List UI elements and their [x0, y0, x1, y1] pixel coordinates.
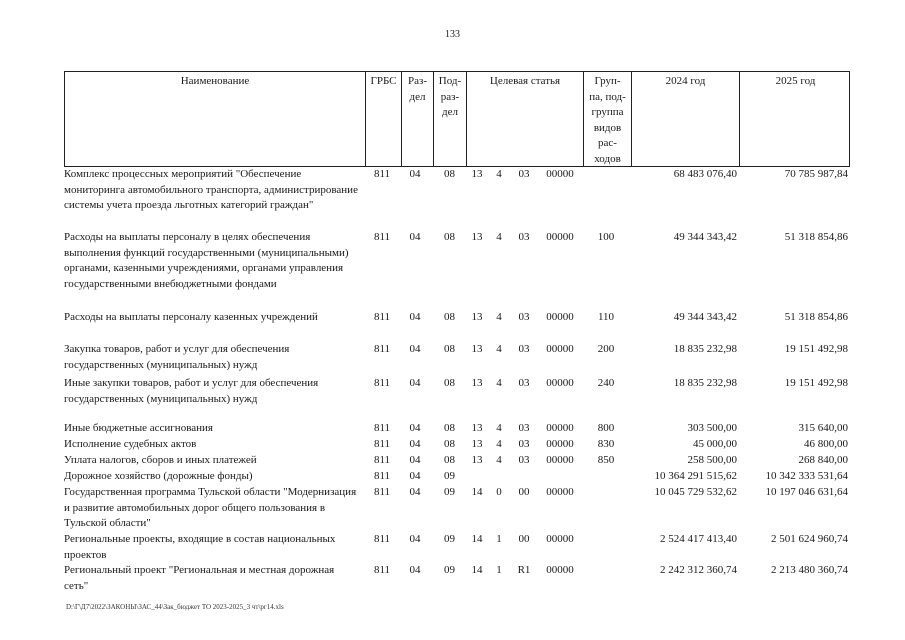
- row-grbs: 811: [373, 564, 391, 576]
- row-target-program: 13: [471, 343, 483, 355]
- table-header: [64, 71, 850, 167]
- row-grbs: 811: [373, 533, 391, 545]
- table-row: [64, 230, 850, 310]
- row-target-program: 13: [471, 231, 483, 243]
- row-amount-2025: 2 213 480 360,74: [771, 564, 848, 576]
- row-podrazdel: 08: [444, 422, 455, 434]
- row-amount-2024: 2 524 417 413,40: [660, 533, 737, 545]
- row-razdel: 04: [409, 438, 421, 450]
- table-row: [64, 437, 850, 453]
- row-amount-2025: 268 840,00: [798, 454, 848, 466]
- table-row: [64, 469, 850, 485]
- row-amount-2024: 68 483 076,40: [673, 168, 737, 180]
- row-expense-group: 800: [597, 422, 615, 434]
- row-grbs: 811: [373, 422, 391, 434]
- row-razdel: 04: [409, 470, 421, 482]
- row-podrazdel: 09: [444, 486, 455, 498]
- row-expense-group: 850: [597, 454, 615, 466]
- row-target-type: 4: [496, 438, 502, 450]
- row-podrazdel: 09: [444, 470, 455, 482]
- row-name: Региональные проекты, входящие в состав национальных проектов: [64, 533, 336, 561]
- row-target-direction: 00000: [546, 343, 574, 355]
- row-razdel: 04: [409, 533, 421, 545]
- row-razdel: 04: [409, 168, 421, 180]
- row-target-type: 4: [496, 168, 502, 180]
- table-row: [64, 532, 850, 563]
- row-amount-2024: 258 500,00: [687, 454, 737, 466]
- table-row: [64, 342, 850, 376]
- row-name: Исполнение судебных актов: [64, 438, 197, 450]
- row-amount-2025: 19 151 492,98: [784, 377, 848, 389]
- row-amount-2025: 51 318 854,86: [784, 231, 848, 243]
- row-podrazdel: 08: [444, 454, 455, 466]
- row-razdel: 04: [409, 422, 421, 434]
- header-year-2024: 2024 год: [631, 72, 739, 166]
- row-name: Расходы на выплаты персоналу в целях обеспечения выполнения функций государственными (муниципальными) органами, казенными учреждениями, органами управления государственными внебюджетными фондами: [64, 231, 349, 290]
- row-grbs: 811: [373, 168, 391, 180]
- row-target-program: 13: [471, 422, 483, 434]
- row-target-type: 0: [496, 486, 502, 498]
- row-name: Дорожное хозяйство (дорожные фонды): [64, 470, 253, 482]
- row-podrazdel: 08: [444, 311, 455, 323]
- row-target-structure: 00: [518, 533, 530, 545]
- row-podrazdel: 09: [444, 533, 455, 545]
- row-target-program: 13: [471, 377, 483, 389]
- row-target-direction: 00000: [546, 377, 574, 389]
- row-target-direction: 00000: [546, 438, 574, 450]
- header-grbs: ГРБС: [365, 72, 401, 166]
- header-razdel: Раз- дел: [401, 72, 433, 166]
- row-name: Государственная программа Тульской области "Модернизация и развитие автомобильных дорог общего пользования в Тульской области": [64, 486, 357, 529]
- row-grbs: 811: [373, 486, 391, 498]
- row-expense-group: 100: [597, 231, 615, 243]
- row-expense-group: 110: [597, 311, 615, 323]
- row-target-program: 13: [471, 168, 483, 180]
- row-target-program: 13: [471, 438, 483, 450]
- row-target-structure: 03: [518, 311, 530, 323]
- row-razdel: 04: [409, 377, 421, 389]
- row-amount-2024: 18 835 232,98: [673, 377, 737, 389]
- table-row: [64, 453, 850, 469]
- row-target-structure: 03: [518, 377, 530, 389]
- row-target-direction: 00000: [546, 533, 574, 545]
- row-amount-2025: 10 197 046 631,64: [765, 486, 848, 498]
- row-podrazdel: 08: [444, 438, 455, 450]
- row-razdel: 04: [409, 311, 421, 323]
- row-target-structure: 03: [518, 168, 530, 180]
- row-target-type: 4: [496, 343, 502, 355]
- row-amount-2025: 70 785 987,84: [784, 168, 848, 180]
- row-target-type: 4: [496, 454, 502, 466]
- row-grbs: 811: [373, 377, 391, 389]
- row-target-direction: 00000: [546, 486, 574, 498]
- row-target-type: 4: [496, 231, 502, 243]
- budget-table: [64, 71, 850, 591]
- row-target-direction: 00000: [546, 168, 574, 180]
- header-target-article: Целевая статья: [466, 72, 583, 166]
- row-amount-2025: 19 151 492,98: [784, 343, 848, 355]
- row-amount-2025: 51 318 854,86: [784, 311, 848, 323]
- row-grbs: 811: [373, 438, 391, 450]
- row-target-type: 4: [496, 311, 502, 323]
- row-grbs: 811: [373, 343, 391, 355]
- row-amount-2025: 315 640,00: [798, 422, 848, 434]
- row-target-program: 13: [471, 454, 483, 466]
- row-target-direction: 00000: [546, 422, 574, 434]
- row-amount-2024: 49 344 343,42: [673, 311, 737, 323]
- row-target-structure: 03: [518, 231, 530, 243]
- header-year-2025: 2025 год: [739, 72, 851, 166]
- row-target-program: 14: [471, 486, 483, 498]
- row-razdel: 04: [409, 454, 421, 466]
- row-target-program: 13: [471, 311, 483, 323]
- row-amount-2024: 45 000,00: [693, 438, 737, 450]
- row-target-program: 14: [471, 564, 483, 576]
- row-target-structure: R1: [517, 564, 531, 576]
- row-target-type: 4: [496, 422, 502, 434]
- row-podrazdel: 08: [444, 343, 455, 355]
- row-amount-2024: 303 500,00: [687, 422, 737, 434]
- row-name: Комплекс процессных мероприятий "Обеспечение мониторинга автомобильного транспорта, администрирование системы учета проезда льготных категорий граждан": [64, 168, 358, 211]
- row-podrazdel: 08: [444, 231, 455, 243]
- row-target-type: 4: [496, 377, 502, 389]
- row-target-type: 1: [496, 533, 502, 545]
- row-expense-group: 830: [597, 438, 615, 450]
- row-podrazdel: 08: [444, 377, 455, 389]
- page-number: 133: [445, 29, 460, 40]
- row-target-type: 1: [496, 564, 502, 576]
- header-name: Наименование: [180, 75, 250, 87]
- table-row: [64, 421, 850, 437]
- row-razdel: 04: [409, 486, 421, 498]
- row-name: Региональный проект "Региональная и местная дорожная сеть": [64, 564, 335, 592]
- row-amount-2024: 49 344 343,42: [673, 231, 737, 243]
- table-body: [64, 167, 850, 591]
- header-expense-group: Груп- па, под- группа видов рас- ходов: [583, 72, 631, 166]
- row-grbs: 811: [373, 311, 391, 323]
- row-expense-group: 240: [597, 377, 615, 389]
- row-target-direction: 00000: [546, 311, 574, 323]
- row-grbs: 811: [373, 454, 391, 466]
- header-podrazdel: Под- раз- дел: [433, 72, 466, 166]
- row-name: Закупка товаров, работ и услуг для обеспечения государственных (муниципальных) нужд: [64, 343, 290, 371]
- row-amount-2025: 10 342 333 531,64: [765, 470, 848, 482]
- row-razdel: 04: [409, 343, 421, 355]
- table-row: [64, 167, 850, 230]
- table-row: [64, 485, 850, 532]
- row-amount-2025: 2 501 624 960,74: [771, 533, 848, 545]
- row-target-structure: 03: [518, 454, 530, 466]
- row-amount-2024: 10 364 291 515,62: [654, 470, 737, 482]
- table-row: [64, 310, 850, 342]
- row-name: Иные закупки товаров, работ и услуг для обеспечения государственных (муниципальных) нужд: [64, 377, 319, 405]
- row-amount-2025: 46 800,00: [804, 438, 848, 450]
- row-amount-2024: 2 242 312 360,74: [660, 564, 737, 576]
- row-podrazdel: 09: [444, 564, 455, 576]
- row-target-structure: 00: [518, 486, 530, 498]
- row-target-structure: 03: [518, 438, 530, 450]
- row-target-direction: 00000: [546, 231, 574, 243]
- table-row: [64, 563, 850, 591]
- row-target-structure: 03: [518, 422, 530, 434]
- row-name: Уплата налогов, сборов и иных платежей: [64, 454, 257, 466]
- row-grbs: 811: [373, 470, 391, 482]
- row-podrazdel: 08: [444, 168, 455, 180]
- row-target-direction: 00000: [546, 454, 574, 466]
- row-name: Расходы на выплаты персоналу казенных учреждений: [64, 311, 318, 323]
- row-target-structure: 03: [518, 343, 530, 355]
- row-target-direction: 00000: [546, 564, 574, 576]
- table-row: [64, 376, 850, 421]
- row-name: Иные бюджетные ассигнования: [64, 422, 213, 434]
- row-target-program: 14: [471, 533, 483, 545]
- row-expense-group: 200: [597, 343, 615, 355]
- row-grbs: 811: [373, 231, 391, 243]
- footer-file-path: D:\Г\Д7\2022\ЗАКОНЫ\ЗАС_44\Зак_бюджет ТО 2023-2025_3 чт\рг14.xls: [66, 603, 284, 611]
- row-razdel: 04: [409, 231, 421, 243]
- row-razdel: 04: [409, 564, 421, 576]
- row-amount-2024: 18 835 232,98: [673, 343, 737, 355]
- row-amount-2024: 10 045 729 532,62: [654, 486, 737, 498]
